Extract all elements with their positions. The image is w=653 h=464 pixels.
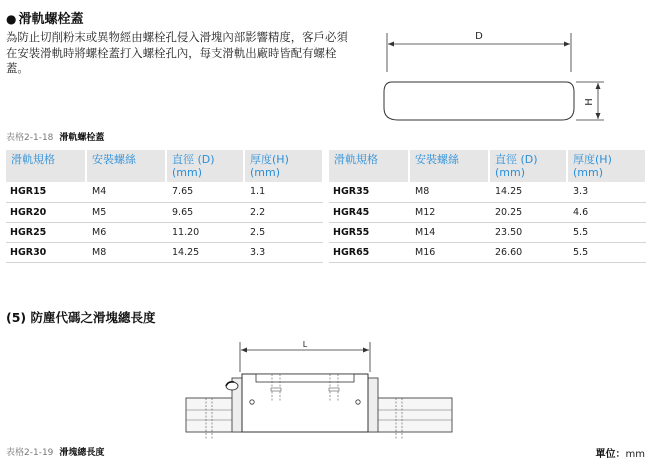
block-length-figure [184, 336, 454, 442]
block-bolt-head-left [271, 388, 281, 391]
table-header-row [6, 150, 646, 182]
unit-label [596, 445, 645, 460]
cap-section-title-text: 滑軌螺栓蓋 [18, 12, 84, 27]
cell-model: HGR30 [6, 242, 86, 262]
cell-diameter: 11.20 [166, 222, 244, 242]
cell-screw: M8 [409, 182, 489, 202]
cell-model: HGR20 [6, 202, 86, 222]
cell-diameter: 20.25 [489, 202, 567, 222]
cell-screw: M8 [86, 242, 166, 262]
h-arrow-bottom [596, 113, 601, 119]
h-label: H [584, 98, 595, 106]
cell-thickness: 5.5 [567, 222, 646, 242]
cell-model: HGR55 [329, 222, 409, 242]
cap-section-title [6, 8, 84, 27]
table-row [6, 222, 646, 242]
d-label: D [475, 31, 483, 42]
block-top-lip [256, 374, 354, 382]
block-bolt-head-right [329, 388, 339, 391]
cell-screw: M5 [86, 202, 166, 222]
cell-diameter: 9.65 [166, 202, 244, 222]
block-body [242, 374, 368, 432]
table2-caption-number: 表格2-1-19 [6, 448, 54, 458]
header-mounting-screw: 安裝螺絲 [86, 150, 166, 182]
table2-caption [6, 445, 104, 458]
cell-model: HGR35 [329, 182, 409, 202]
table1-caption-number: 表格2-1-18 [6, 133, 54, 143]
cell-diameter: 14.25 [166, 242, 244, 262]
table2-caption-title: 滑塊總長度 [59, 448, 105, 458]
cell-thickness: 1.1 [244, 182, 323, 202]
header-thickness: 厚度(H) (mm) [244, 150, 323, 182]
l-arrow-left [241, 348, 247, 353]
cell-diameter: 23.50 [489, 222, 567, 242]
header-mounting-screw: 安裝螺絲 [409, 150, 489, 182]
d-arrow-right [564, 42, 570, 47]
cell-thickness: 4.6 [567, 202, 646, 222]
block-section-title: (5) 防塵代碼之滑塊總長度 [6, 310, 156, 325]
cap-description: 為防止切削粉末或異物經由螺栓孔侵入滑塊內部影響精度，客戶必須在安裝滑軌時將螺栓蓋打入螺栓孔內，每支滑軌出廠時皆配有螺栓蓋。 [6, 30, 348, 75]
cell-thickness: 3.3 [567, 182, 646, 202]
h-arrow-top [596, 83, 601, 89]
cell-model: HGR65 [329, 242, 409, 262]
l-label: L [302, 340, 308, 349]
cell-diameter: 26.60 [489, 242, 567, 262]
header-rail-spec: 滑軌規格 [329, 150, 409, 182]
cell-screw: M12 [409, 202, 489, 222]
table1-caption [6, 130, 104, 143]
d-arrow-left [388, 42, 394, 47]
cell-diameter: 7.65 [166, 182, 244, 202]
table1-caption-title: 滑軌螺栓蓋 [59, 133, 105, 143]
unit-value: mm [625, 449, 645, 460]
block-screw-left-icon [250, 400, 254, 404]
cell-screw: M16 [409, 242, 489, 262]
header-thickness: 厚度(H) (mm) [567, 150, 646, 182]
header-rail-spec: 滑軌規格 [6, 150, 86, 182]
cell-diameter: 14.25 [489, 182, 567, 202]
table-row [6, 182, 646, 202]
unit-label-text: 單位： [595, 449, 626, 460]
cell-screw: M6 [86, 222, 166, 242]
header-diameter: 直徑 (D) (mm) [166, 150, 244, 182]
cell-thickness: 2.5 [244, 222, 323, 242]
block-screw-right-icon [356, 400, 360, 404]
cell-screw: M14 [409, 222, 489, 242]
header-diameter: 直徑 (D) (mm) [489, 150, 567, 182]
table-row [6, 242, 646, 262]
bolt-cap-body [384, 82, 574, 120]
bullet-icon: ● [6, 12, 17, 26]
cell-model: HGR45 [329, 202, 409, 222]
cell-screw: M4 [86, 182, 166, 202]
bolt-cap-figure [376, 24, 626, 134]
cell-model: HGR25 [6, 222, 86, 242]
bolt-cap-table [6, 150, 647, 263]
cell-model: HGR15 [6, 182, 86, 202]
l-arrow-right [363, 348, 369, 353]
table-row [6, 202, 646, 222]
cell-thickness: 5.5 [567, 242, 646, 262]
end-seal-right [368, 378, 378, 432]
cell-thickness: 3.3 [244, 242, 323, 262]
cell-thickness: 2.2 [244, 202, 323, 222]
